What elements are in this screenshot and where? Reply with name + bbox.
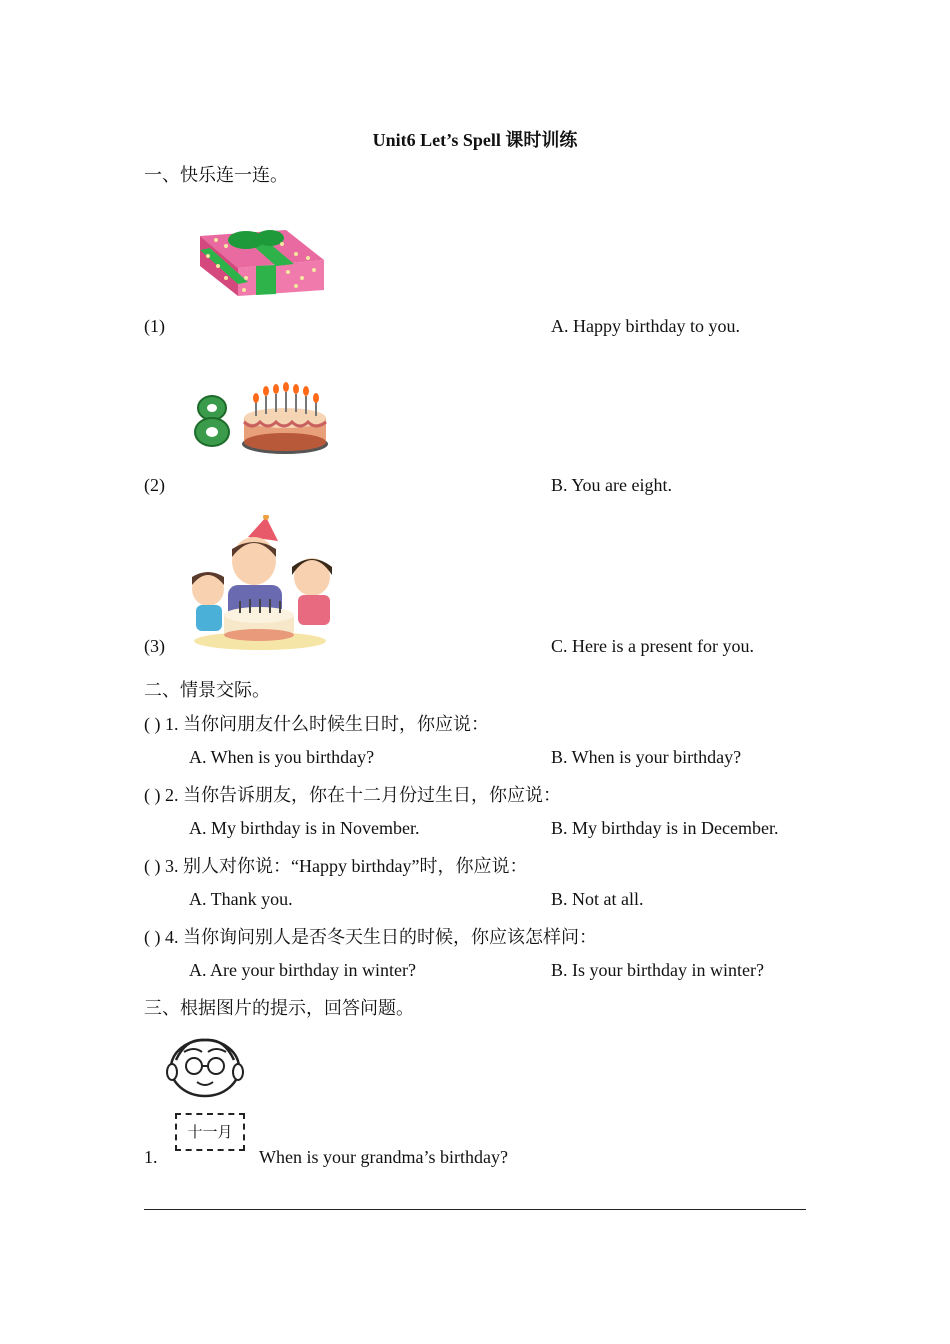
section-1-heading: 一、快乐连一连。	[144, 165, 288, 185]
item-2-number: (2)	[144, 475, 165, 495]
question-4-option-b: B. Is your birthday in winter?	[551, 960, 764, 980]
question-2-option-b: B. My birthday is in December.	[551, 818, 779, 838]
item-1-number: (1)	[144, 316, 165, 336]
question-4: ( ) 4. 当你询问别人是否冬天生日的时候，你应该怎样问：	[144, 927, 597, 947]
section-3-question-1-number: 1.	[144, 1147, 158, 1167]
section-3-question-1-text: When is your grandma’s birthday?	[259, 1147, 508, 1167]
section-2-heading: 二、情景交际。	[144, 680, 270, 700]
gift-box-image	[196, 226, 328, 298]
section-3-heading: 三、根据图片的提示，回答问题。	[144, 998, 414, 1018]
question-2: ( ) 2. 当你告诉朋友，你在十二月份过生日，你应说：	[144, 785, 561, 805]
question-4-option-a: A. Are your birthday in winter?	[189, 960, 416, 980]
answer-line[interactable]	[144, 1209, 806, 1210]
question-1-option-b: B. When is your birthday?	[551, 747, 742, 767]
question-3-option-a: A. Thank you.	[189, 889, 293, 909]
page-title: Unit6 Let’s Spell 课时训练	[372, 130, 578, 150]
question-2-option-a: A. My birthday is in November.	[189, 818, 420, 838]
question-3: ( ) 3. 别人对你说：“Happy birthday”时，你应说：	[144, 856, 528, 876]
question-3-option-b: B. Not at all.	[551, 889, 644, 909]
number-eight-cake-image	[190, 378, 330, 458]
question-1: ( ) 1. 当你问朋友什么时候生日时，你应说：	[144, 714, 489, 734]
option-a: A. Happy birthday to you.	[551, 316, 740, 336]
family-birthday-party-image	[188, 515, 336, 651]
month-calendar-card: 十一月	[175, 1113, 245, 1151]
option-c: C. Here is a present for you.	[551, 636, 754, 656]
option-b: B. You are eight.	[551, 475, 672, 495]
question-1-option-a: A. When is you birthday?	[189, 747, 375, 767]
item-3-number: (3)	[144, 636, 165, 656]
grandma-face-image	[164, 1032, 246, 1100]
